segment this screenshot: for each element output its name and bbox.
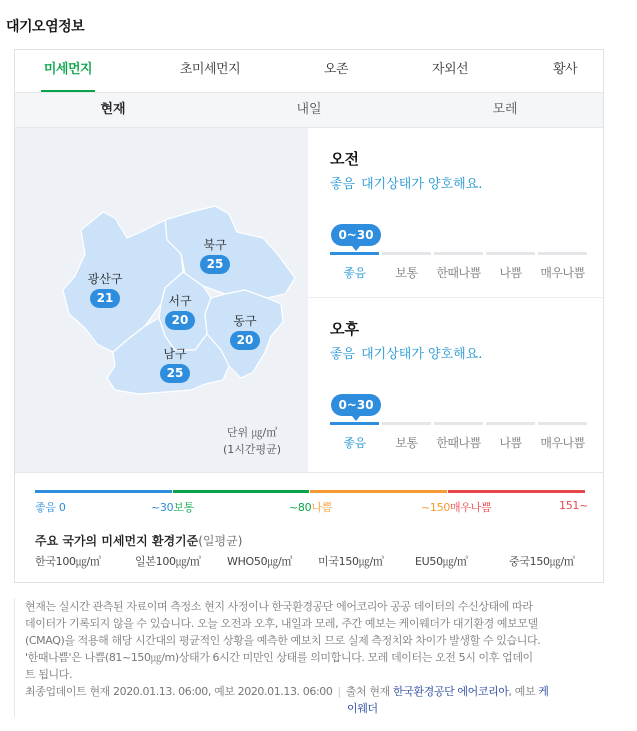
notice-line: 현재는 실시간 관측된 자료이며 측정소 현지 사정이나 한국환경공단 에어코리아 공공 데이터의 수신상태에 따라 bbox=[25, 600, 533, 613]
scale-good-label: 좋음 0 bbox=[35, 501, 66, 514]
standard-china: 중국150㎍/㎥ bbox=[509, 555, 575, 568]
scale-bar-bad bbox=[310, 490, 447, 493]
district-map bbox=[15, 128, 308, 472]
forecast-pm bbox=[308, 297, 603, 469]
district-name: 동구 bbox=[233, 314, 257, 328]
standard-who: WHO50㎍/㎥ bbox=[227, 555, 293, 568]
level-bar-normal bbox=[382, 422, 431, 425]
grade-label: 좋음 bbox=[330, 347, 356, 362]
tab-yellow-dust[interactable]: 황사 bbox=[552, 62, 578, 77]
unit-label bbox=[223, 424, 281, 458]
level-label: 보통 bbox=[395, 266, 418, 280]
level-bar-sometimes-bad bbox=[434, 252, 483, 255]
source-prefix: 출처 현재 bbox=[345, 685, 390, 698]
scale-bar-very-bad bbox=[448, 490, 585, 493]
data-notice bbox=[14, 598, 599, 717]
unit-line: 단위 ㎍/㎥ bbox=[226, 426, 278, 439]
level-bar-very-bad bbox=[538, 422, 587, 425]
level-bar-normal bbox=[382, 252, 431, 255]
level-labels bbox=[330, 264, 586, 280]
scale-bad-label bbox=[289, 499, 332, 515]
grade-message: 대기상태가 양호해요. bbox=[361, 347, 483, 362]
level-label: 나쁨 bbox=[499, 266, 522, 280]
district-bukgu[interactable] bbox=[197, 236, 233, 274]
standard-japan: 일본100㎍/㎥ bbox=[135, 555, 201, 568]
district-pm-value: 21 bbox=[90, 289, 120, 308]
notice-line: (CMAQ)을 적용해 해당 시간대의 평균적인 상황을 예측한 예보치 므로 실제 측정치와 차이가 발생할 수 있습니다. bbox=[25, 634, 541, 647]
district-pm-value: 20 bbox=[165, 311, 195, 330]
standards-title bbox=[35, 532, 242, 549]
air-quality-card bbox=[14, 49, 604, 583]
grade-scale bbox=[35, 490, 589, 514]
district-namgu[interactable] bbox=[157, 345, 193, 383]
period-status bbox=[330, 343, 482, 362]
grade-label: 좋음 bbox=[330, 177, 356, 192]
notice-line: 데이터가 기록되지 않을 수 있습니다. 오늘 오전과 오후, 내일과 모레, 주간 예보는 케이웨더가 대기환경 예보모델 bbox=[25, 617, 538, 630]
notice-line: '한때나쁨'은 나쁨(81~150㎍/m)상태가 6시간 미만인 상태를 의미합니다. 모레 데이터는 오전 5시 이후 업데이 bbox=[25, 651, 533, 664]
page-title: 대기오염정보 bbox=[6, 19, 85, 35]
level-label: 한때나쁨 bbox=[436, 436, 481, 450]
update-source-line bbox=[25, 683, 599, 700]
day-tabs bbox=[15, 92, 603, 128]
level-bar-good bbox=[330, 422, 379, 425]
scale-normal-word: 보통 bbox=[173, 501, 194, 514]
level-bar-sometimes-bad bbox=[434, 422, 483, 425]
district-donggu[interactable] bbox=[227, 312, 263, 350]
scale-normal-label bbox=[151, 499, 194, 515]
district-pm-value: 25 bbox=[200, 255, 230, 274]
district-pm-value: 20 bbox=[230, 331, 260, 350]
level-label: 매우나쁨 bbox=[540, 436, 585, 450]
level-bar-very-bad bbox=[538, 252, 587, 255]
scale-bad-word: 나쁨 bbox=[311, 501, 332, 514]
level-bar-track bbox=[330, 422, 586, 425]
scale-bar-normal bbox=[173, 490, 309, 493]
standards-title-text: 주요 국가의 미세먼지 환경기준 bbox=[35, 534, 199, 548]
scale-bar-good bbox=[35, 490, 172, 493]
grade-message: 대기상태가 양호해요. bbox=[361, 177, 483, 192]
tab-uv[interactable]: 자외선 bbox=[431, 62, 469, 77]
source-link-kweather[interactable]: 케 bbox=[538, 685, 549, 698]
pollutant-tabs bbox=[15, 50, 603, 92]
tab-now[interactable]: 현재 bbox=[100, 102, 126, 117]
scale-max-label: 151~ bbox=[559, 499, 589, 512]
tab-day-after-tomorrow[interactable]: 모레 bbox=[492, 102, 518, 117]
divider bbox=[15, 472, 603, 473]
district-name: 북구 bbox=[203, 238, 227, 252]
scale-very-bad-prefix: ~150 bbox=[421, 501, 451, 514]
level-label: 보통 bbox=[395, 436, 418, 450]
district-seogu[interactable] bbox=[162, 292, 198, 330]
district-name: 서구 bbox=[168, 294, 192, 308]
scale-normal-prefix: ~30 bbox=[151, 501, 174, 514]
level-label: 좋음 bbox=[343, 436, 366, 450]
source-link-kweather-cont[interactable]: 이웨더 bbox=[347, 702, 378, 715]
level-bar-good bbox=[330, 252, 379, 255]
period-title: 오후 bbox=[330, 320, 359, 338]
level-bar-bad bbox=[486, 252, 535, 255]
forecast-am bbox=[308, 128, 603, 300]
source-mid: , 예보 bbox=[508, 685, 536, 698]
tab-ultrafine-dust[interactable]: 초미세먼지 bbox=[179, 62, 241, 77]
tab-fine-dust[interactable]: 미세먼지 bbox=[41, 50, 95, 92]
scale-very-bad-word: 매우나쁨 bbox=[450, 501, 492, 514]
district-pm-value: 25 bbox=[160, 364, 190, 383]
district-name: 광산구 bbox=[87, 272, 123, 286]
level-labels bbox=[330, 434, 586, 450]
district-name: 남구 bbox=[163, 347, 187, 361]
standard-korea: 한국100㎍/㎥ bbox=[35, 555, 101, 568]
forecast-panel bbox=[308, 128, 603, 472]
scale-very-bad-label bbox=[421, 499, 491, 515]
source-link-airkorea[interactable]: 한국환경공단 에어코리아 bbox=[392, 685, 509, 698]
level-bar-bad bbox=[486, 422, 535, 425]
tab-ozone[interactable]: 오존 bbox=[323, 62, 349, 77]
tab-tomorrow[interactable]: 내일 bbox=[296, 102, 322, 117]
averaging-line: (1시간평균) bbox=[223, 443, 282, 456]
standards-subtitle: (일평균) bbox=[198, 534, 243, 548]
district-gwangsangu[interactable] bbox=[83, 270, 127, 308]
update-time: 최종업데이트 현재 2020.01.13. 06:00, 예보 2020.01.13. 06:00 bbox=[25, 685, 333, 698]
standard-usa: 미국150㎍/㎥ bbox=[318, 555, 384, 568]
level-label: 좋음 bbox=[343, 266, 366, 280]
separator: | bbox=[337, 685, 341, 698]
standards-list bbox=[35, 553, 585, 571]
period-status bbox=[330, 173, 482, 192]
range-badge: 0~30 bbox=[331, 224, 381, 246]
period-title: 오전 bbox=[330, 150, 359, 168]
standard-eu: EU50㎍/㎥ bbox=[415, 555, 468, 568]
level-label: 매우나쁨 bbox=[540, 266, 585, 280]
scale-bad-prefix: ~80 bbox=[289, 501, 312, 514]
range-badge: 0~30 bbox=[331, 394, 381, 416]
notice-line: 트 됩니다. bbox=[25, 668, 73, 681]
level-label: 한때나쁨 bbox=[436, 266, 481, 280]
level-label: 나쁨 bbox=[499, 436, 522, 450]
source-link-continuation bbox=[25, 700, 599, 717]
level-bar-track bbox=[330, 252, 586, 255]
